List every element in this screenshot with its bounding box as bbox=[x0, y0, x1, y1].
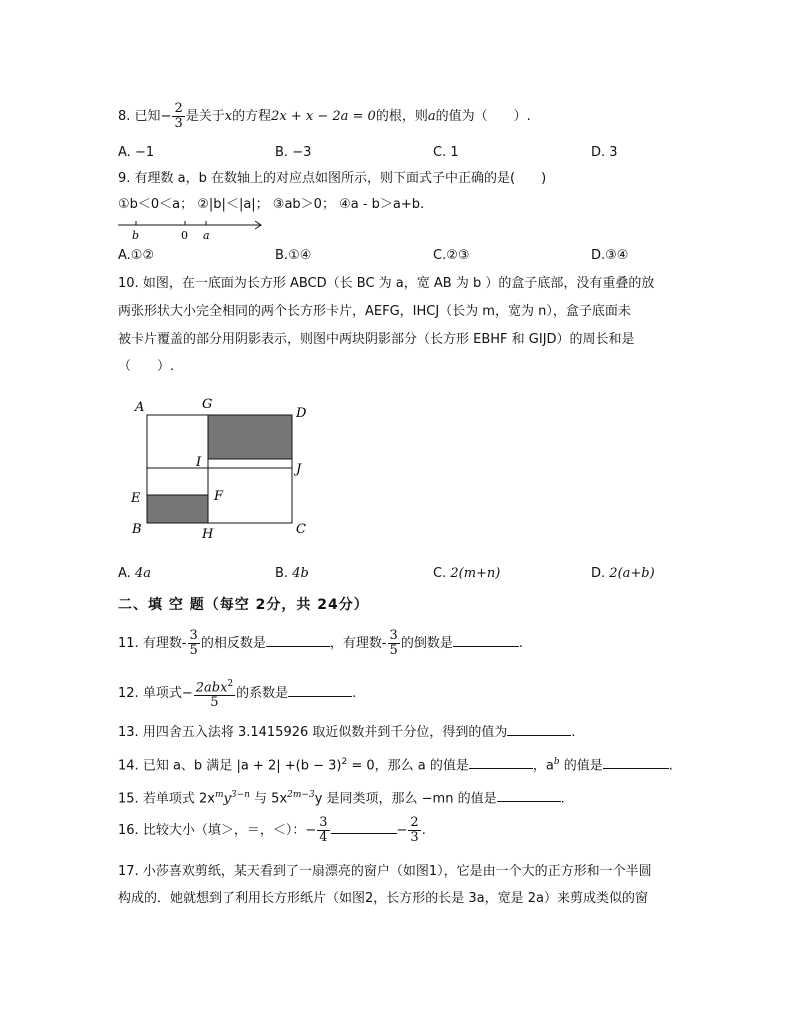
q14-text-a: 已知 a、b 满足 |a + 2| +(b − 3) bbox=[142, 758, 342, 774]
option-label: D. bbox=[591, 248, 606, 263]
option-value: 4b bbox=[292, 566, 309, 581]
q8-option-c[interactable] bbox=[433, 145, 459, 160]
shaded-rect-gijd bbox=[208, 415, 292, 459]
q10-figure bbox=[130, 395, 320, 545]
label-I: I bbox=[196, 455, 202, 470]
q15-exponent-2: 3−n bbox=[230, 790, 250, 800]
question-15 bbox=[118, 786, 565, 808]
option-value: −1 bbox=[134, 145, 155, 160]
question-11 bbox=[118, 627, 523, 661]
question-number: 8. bbox=[118, 109, 131, 124]
label-H: H bbox=[202, 527, 214, 542]
q15-end: . bbox=[560, 791, 565, 807]
frac-denominator: 5 bbox=[189, 643, 198, 658]
option-label: B. bbox=[275, 248, 289, 263]
frac-numerator: 3 bbox=[389, 628, 398, 643]
q10-line4: （ ）. bbox=[118, 359, 175, 374]
question-number: 9. bbox=[118, 171, 131, 186]
q10-option-b[interactable] bbox=[275, 566, 309, 581]
option-value: ①② bbox=[130, 248, 155, 263]
option-label: D. bbox=[591, 566, 606, 581]
question-number: 12. bbox=[118, 686, 139, 702]
q16-end: . bbox=[421, 823, 426, 838]
q15-exponent-1: m bbox=[214, 790, 224, 800]
frac-numerator: 3 bbox=[189, 628, 198, 643]
question-number: 17. bbox=[118, 864, 139, 879]
question-number: 10. bbox=[118, 276, 139, 291]
q14-exponent-2: b bbox=[553, 757, 560, 767]
label-b: b bbox=[132, 229, 140, 242]
frac-numerator: 3 bbox=[319, 815, 328, 830]
frac-denominator: 3 bbox=[174, 116, 183, 131]
question-13 bbox=[118, 723, 576, 742]
question-number: 13. bbox=[118, 725, 139, 740]
q15-text-a: 若单项式 2x bbox=[142, 791, 215, 807]
frac-numerator bbox=[194, 677, 235, 696]
option-value: 1 bbox=[450, 145, 459, 160]
q11-text-a: 有理数- bbox=[142, 636, 187, 651]
label-A: A bbox=[135, 400, 145, 415]
q14-text-d: 的值是 bbox=[559, 758, 603, 774]
q12-numerator-exponent: 2 bbox=[227, 679, 234, 689]
section-title: 二、填 空 题（每空 2分，共 24分） bbox=[118, 597, 369, 613]
frac-denominator: 4 bbox=[319, 830, 328, 845]
option-label: A. bbox=[118, 566, 131, 581]
label-G: G bbox=[202, 397, 213, 412]
option-label: C. bbox=[433, 145, 447, 160]
option-label: C. bbox=[433, 248, 447, 263]
label-zero: 0 bbox=[181, 229, 188, 242]
frac-denominator: 3 bbox=[410, 830, 419, 845]
label-a: a bbox=[203, 229, 210, 242]
q12-text-b: 的系数是 bbox=[236, 686, 289, 702]
q12-fraction bbox=[194, 677, 235, 710]
q10-line2: 两张形状大小完全相同的两个长方形卡片，AEFG，IHCJ（长为 m，宽为 n），盒子底面未 bbox=[118, 304, 631, 319]
question-number: 15. bbox=[118, 791, 139, 807]
q10-option-c[interactable] bbox=[433, 566, 500, 581]
q8-var-a: a bbox=[427, 109, 436, 124]
q10-line1: 如图，在一底面为长方形 ABCD（长 BC 为 a，宽 AB 为 b ）的盒子底部，没有重叠的放 bbox=[142, 276, 655, 291]
answer-blank[interactable] bbox=[331, 821, 397, 834]
q10-option-a[interactable] bbox=[118, 566, 151, 581]
q14-text-b: = 0，那么 a 的值是 bbox=[347, 758, 469, 774]
q14-end: . bbox=[668, 758, 673, 774]
question-10 bbox=[118, 275, 654, 293]
option-label: A. bbox=[118, 248, 131, 263]
q9-option-a[interactable] bbox=[118, 248, 154, 263]
q8-text-a: 已知 bbox=[134, 109, 161, 124]
q8-option-d[interactable] bbox=[591, 145, 618, 160]
question-14 bbox=[118, 753, 673, 775]
question-9 bbox=[118, 170, 546, 188]
q17-line1: 小莎喜欢剪纸，某天看到了一扇漂亮的窗户（如图1），它是由一个大的正方形和一个半圆 bbox=[142, 864, 652, 879]
question-number: 11. bbox=[118, 636, 139, 651]
option-value: ②③ bbox=[446, 248, 470, 263]
q8-text-d: 的根，则 bbox=[375, 109, 428, 124]
q8-text-c: 的方程 bbox=[232, 109, 272, 124]
q10-line3: 被卡片覆盖的部分用阴影表示，则图中两块阴影部分（长方形 EBHF 和 GIJD）的周长和是 bbox=[118, 332, 635, 347]
option-value: −3 bbox=[292, 145, 312, 160]
answer-blank[interactable] bbox=[497, 789, 561, 802]
q9-number-line bbox=[118, 215, 268, 243]
label-C: C bbox=[296, 522, 306, 537]
label-D: D bbox=[296, 406, 307, 421]
option-value: 2(a+b) bbox=[609, 566, 655, 581]
q16-text-a: 比较大小（填＞，＝，＜）：− bbox=[142, 823, 317, 838]
q13-end: . bbox=[571, 725, 576, 740]
option-label: B. bbox=[275, 566, 289, 581]
q17-line2: 构成的．她就想到了利用长方形纸片（如图2，长方形的长是 3a，宽是 2a）来剪成类似的窗 bbox=[118, 891, 649, 906]
q12-numerator-text: 2abx bbox=[195, 680, 228, 696]
question-12 bbox=[118, 677, 356, 711]
q15-exponent-3: 2m−3 bbox=[287, 790, 315, 800]
frac-denominator: 5 bbox=[389, 643, 398, 658]
q15-text-c: 与 5x bbox=[249, 791, 288, 807]
q11-text-d: 的倒数是 bbox=[400, 636, 453, 651]
q12-end: . bbox=[352, 686, 357, 702]
q11-fraction-1 bbox=[188, 629, 200, 658]
q11-text-b: 的相反数是 bbox=[200, 636, 266, 651]
q9-option-d[interactable] bbox=[591, 248, 628, 263]
q8-text-b: 是关于 bbox=[185, 109, 225, 124]
q16-text-b: − bbox=[396, 823, 408, 838]
q12-text-a: 单项式− bbox=[142, 686, 193, 702]
option-value: ①④ bbox=[288, 248, 312, 263]
q10-option-d[interactable] bbox=[591, 566, 655, 581]
option-label: C. bbox=[433, 566, 447, 581]
q16-fraction-2 bbox=[408, 816, 420, 845]
option-label: D. bbox=[591, 145, 606, 160]
q15-text-b: y bbox=[223, 791, 231, 807]
option-value: 2(m+n) bbox=[450, 566, 501, 581]
frac-numerator: 2 bbox=[410, 815, 419, 830]
answer-blank[interactable] bbox=[507, 723, 571, 736]
label-E: E bbox=[131, 491, 141, 506]
q16-fraction-1 bbox=[317, 816, 329, 845]
q11-text-c: ，有理数- bbox=[329, 636, 387, 651]
answer-blank[interactable] bbox=[453, 634, 519, 647]
question-16 bbox=[118, 814, 426, 848]
option-label: A. bbox=[118, 145, 131, 160]
q13-text: 用四舍五入法将 3.1415926 取近似数并到千分位，得到的值为 bbox=[142, 725, 508, 740]
q8-var-x: x bbox=[224, 109, 233, 124]
q8-fraction bbox=[172, 102, 184, 131]
q9-stem: 有理数 a，b 在数轴上的对应点如图所示，则下面式子中正确的是( ) bbox=[134, 171, 547, 186]
shaded-rect-ebhf bbox=[147, 495, 208, 523]
question-8 bbox=[118, 102, 531, 131]
option-label: B. bbox=[275, 145, 289, 160]
answer-blank[interactable] bbox=[469, 756, 533, 769]
q8-equation: 2x + x − 2a = 0 bbox=[271, 109, 376, 124]
option-value: 4a bbox=[134, 566, 151, 581]
label-J: J bbox=[296, 462, 302, 477]
q9-option-c[interactable] bbox=[433, 248, 470, 263]
q9-option-b[interactable] bbox=[275, 248, 311, 263]
frac-denominator: 5 bbox=[210, 695, 219, 711]
label-B: B bbox=[132, 522, 142, 537]
answer-blank[interactable] bbox=[603, 756, 669, 769]
label-F: F bbox=[214, 489, 224, 504]
question-17 bbox=[118, 863, 652, 881]
q14-exponent-1: 2 bbox=[341, 757, 348, 767]
q8-text-e: 的值为（ ）. bbox=[435, 109, 531, 124]
q11-end: . bbox=[518, 636, 523, 651]
q8-option-b[interactable] bbox=[275, 145, 311, 160]
q15-text-d: y 是同类项，那么 −mn 的值是 bbox=[314, 791, 497, 807]
question-number: 14. bbox=[118, 758, 139, 774]
q9-statements: ①b＜0＜a； ②|b|＜|a|； ③ab＞0； ④a - b＞a+b. bbox=[118, 197, 425, 212]
question-number: 16. bbox=[118, 823, 139, 838]
q14-text-c: ，a bbox=[532, 758, 554, 774]
q11-fraction-2 bbox=[388, 629, 400, 658]
option-value: ③④ bbox=[605, 248, 629, 263]
answer-blank[interactable] bbox=[288, 684, 352, 697]
answer-blank[interactable] bbox=[266, 634, 330, 647]
option-value: 3 bbox=[609, 145, 618, 160]
q8-neg: − bbox=[160, 109, 172, 124]
frac-numerator: 2 bbox=[174, 101, 183, 116]
q8-option-a[interactable] bbox=[118, 145, 154, 160]
